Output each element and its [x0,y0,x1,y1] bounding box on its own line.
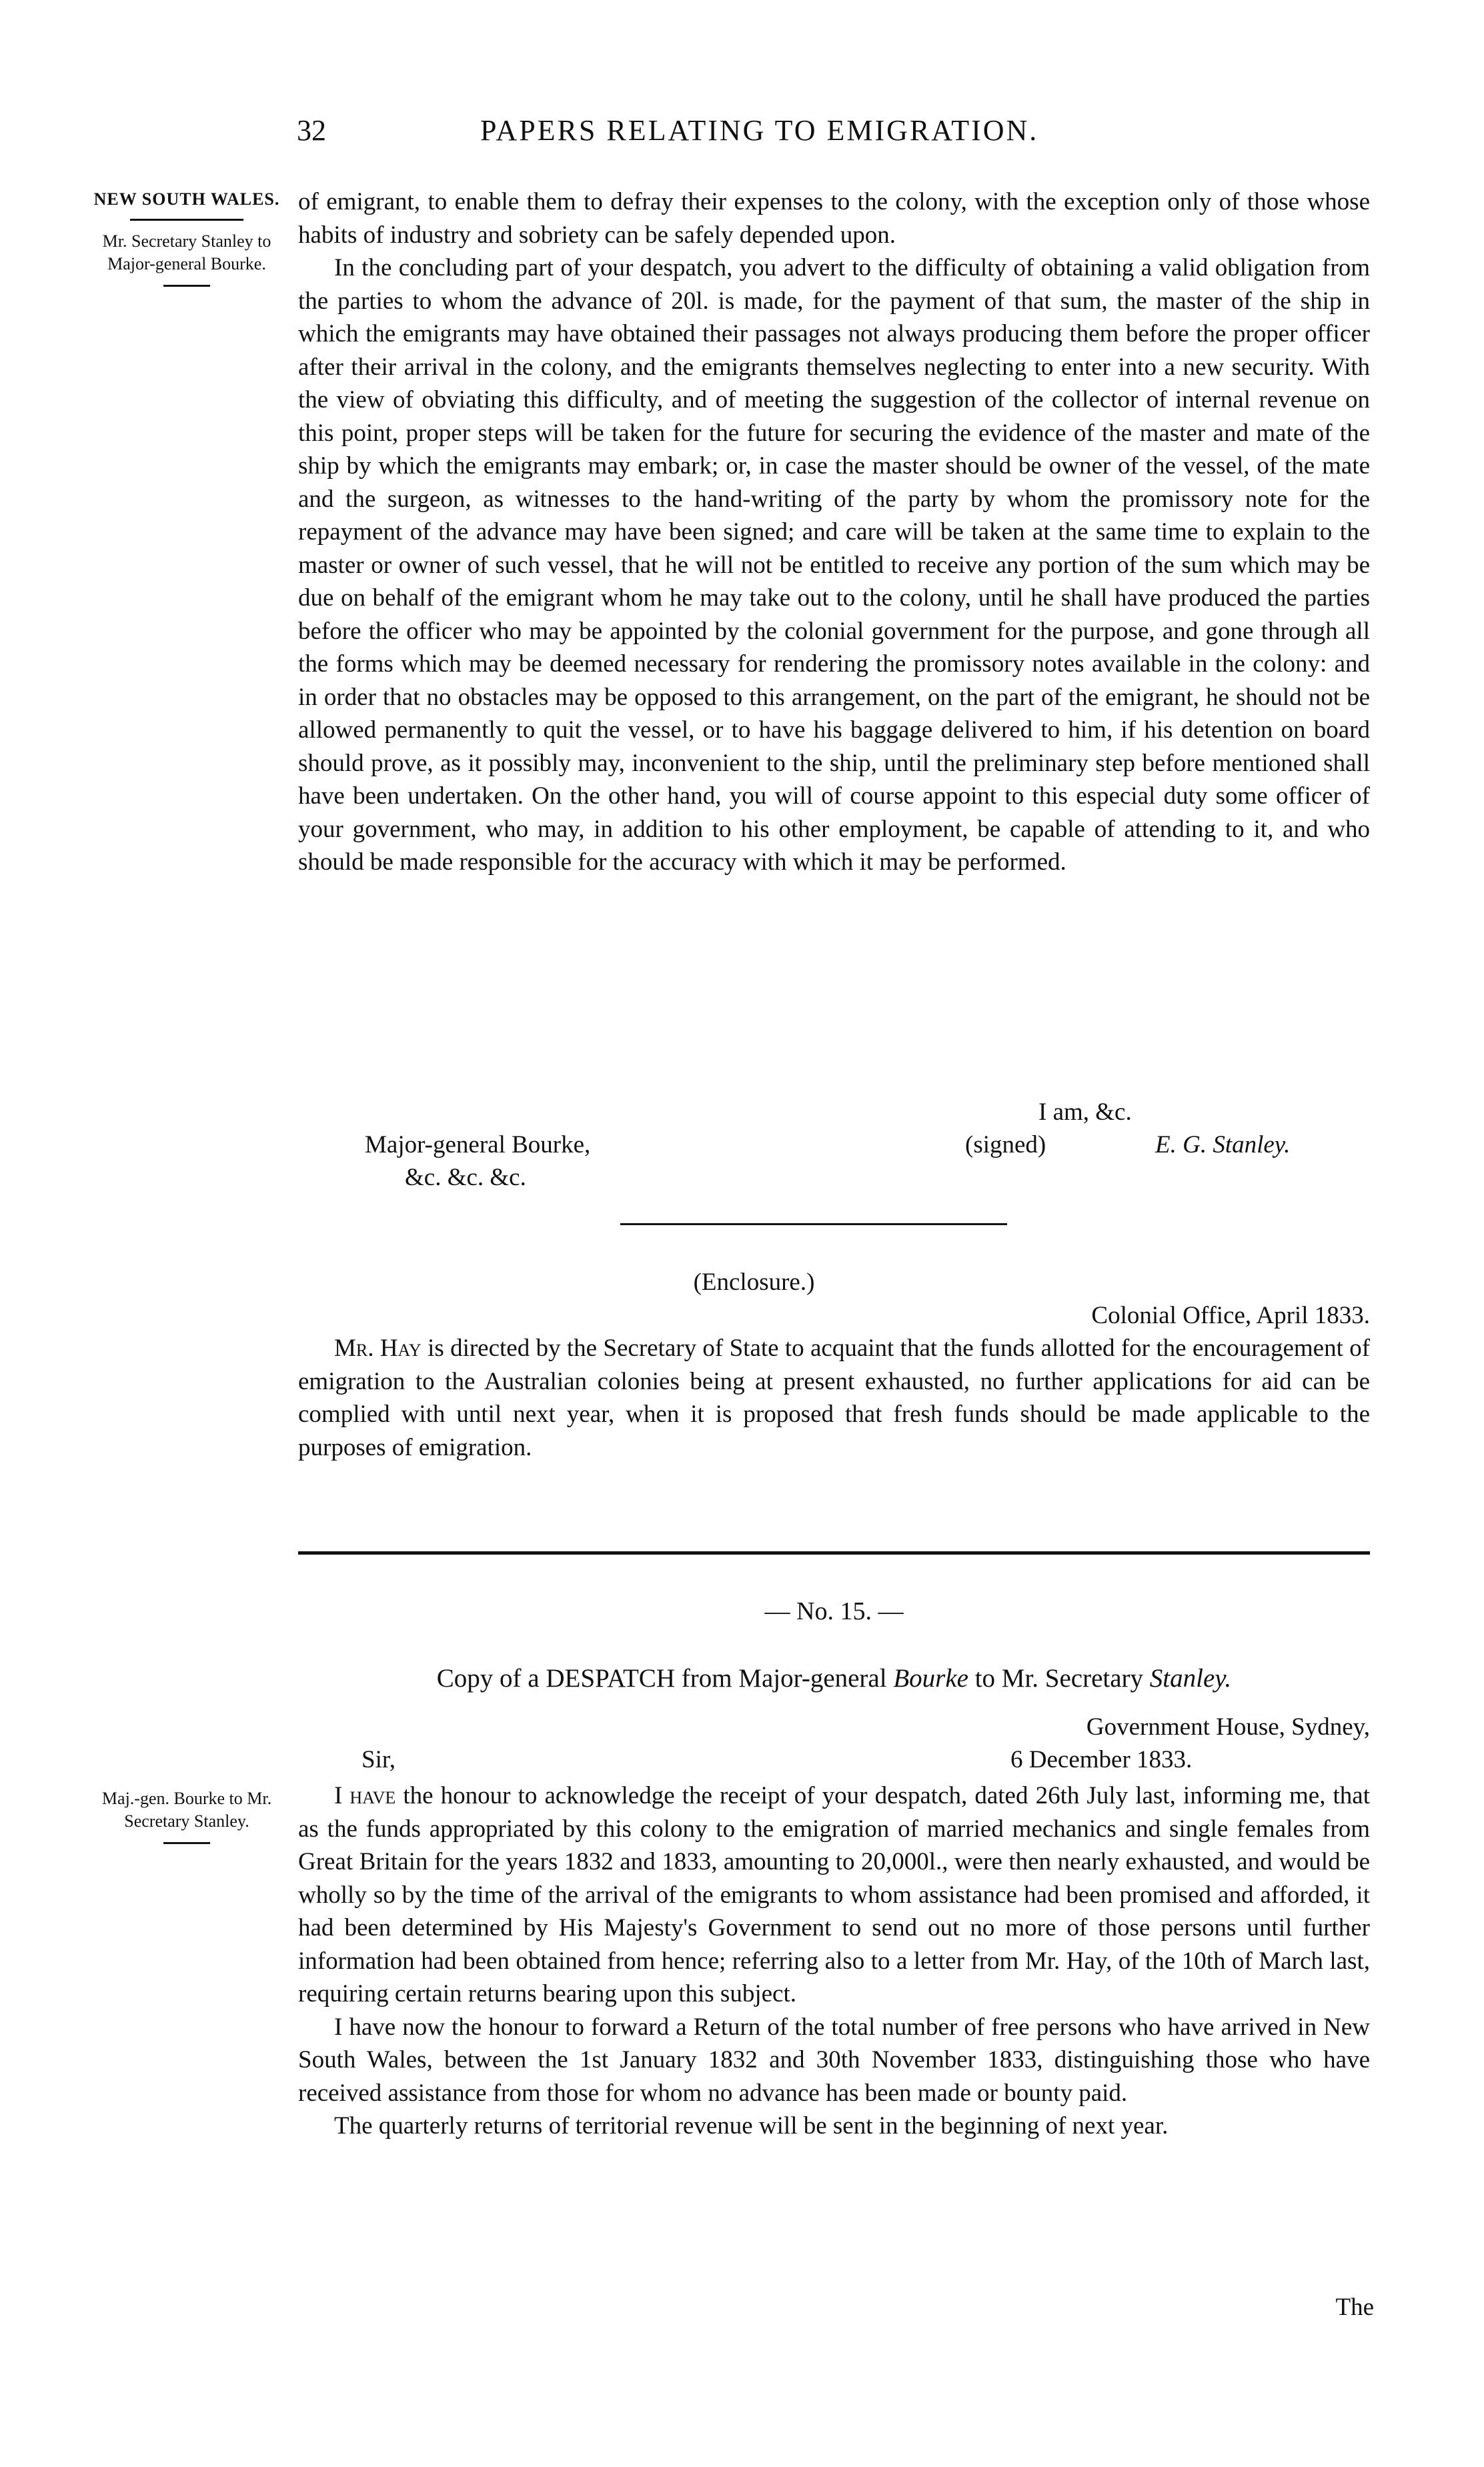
despatch-1-closing [298,1098,1370,1196]
despatch-2-paragraph-1-text: the honour to acknowledge the receipt of your despatch, dated 26th July last, informing me, that as the funds appropriated by this colony to the emigration of married mechanics and single females from Great Britain for the years 1832 and 1833, amounting to 20,000l., were then nearly exhausted, and would be wholly so by the time of the arrival of the emigrants to whom assistance had been promised and afforded, it had been determined by His Majesty's Government to send out no more of those persons until further information had been obtained from hence; referring also to a letter from Mr. Hay, of the 10th of March last, requiring certain returns bearing upon this subject. [298,1782,1371,2007]
enclosure-text-paragraph [298,1332,1370,1464]
margin-sender: Mr. Secretary Stanley to Major-general Bourke. [102,231,271,273]
title-prefix: Copy of a DESPATCH from Major-general [436,1664,887,1693]
enclosure-text-lead: Mr. Hay [334,1335,422,1362]
margin-rule [130,219,243,221]
signed-label: (signed) [965,1131,1046,1158]
despatch-2-header [298,1713,1370,1778]
page-number: 32 [297,114,326,147]
double-rule [298,1551,1370,1555]
title-stanley: Stanley. [1149,1664,1232,1693]
despatch-2-lead: I have [334,1782,396,1809]
signature: E. G. Stanley. [1155,1131,1291,1158]
despatch-2-number: — No. 15. — [764,1597,904,1625]
despatch-1-paragraph-continued: of emigrant, to enable them to defray their expenses to the colony, with the exception only of those whose habits of industry and sobriety can be safely depended upon. [298,188,1370,249]
enclosure-text: is directed by the Secretary of State to acquaint that the funds allotted for the encouragement of emigration to the Australian colonies being at present exhausted, no further applications for aid can be complied with until next year, when it is proposed that fresh funds should be made applicable to the purposes of emigration. [298,1335,1371,1461]
margin-region: NEW SOUTH WALES. [93,189,280,209]
page-header [0,113,1484,160]
section-divider [620,1223,1007,1225]
title-bourke: Bourke [893,1664,968,1693]
margin-rule-short [163,285,210,287]
despatch-2-location: Government House, Sydney, [1086,1713,1370,1741]
margin-sender-2: Maj.-gen. Bourke to Mr. Secretary Stanley. [101,1789,272,1831]
despatch-1-paragraph-2: In the concluding part of your despatch, you advert to the difficulty of obtaining a valid obligation from the parties to whom the advance of 20l. is made, for the payment of that sum, the master of the ship in which the emigrants may have obtained their passages not always producing them before the proper officer after their arrival in the colony, and the emigrants themselves neglecting to enter into a new security. With the view of obviating this difficulty, and of meeting the suggestion of the collector of internal revenue on this point, proper steps will be taken for the future for securing the evidence of the master and mate of the ship by which the emigrants may embark; or, in case the master should be owner of the vessel, of the mate and the surgeon, as witnesses to the hand-writing of the party by whom the promissory note for the repayment of the advance may have been signed; and care will be taken at the same time to explain to the master or owner of such vessel, that he will not be entitled to receive any portion of the sum which may be due on behalf of the emigrant whom he may take out to the colony, until he shall have produced the parties before the officer who may be appointed by the colonial government for the purpose, and gone through all the forms which may be deemed necessary for rendering the promissory notes available in the colony: and in order that no obstacles may be opposed to this arrangement, on the part of the emigrant, he should not be allowed permanently to quit the vessel, or to have his baggage delivered to him, if his detention on board should prove, as it possibly may, inconvenient to the ship, until the preliminary step before mentioned shall have been undertaken. On the other hand, you will of course appoint to this especial duty some officer of your government, who may, in addition to his other employment, be capable of attending to it, and who should be made responsible for the accuracy with which it may be performed. [298,254,1370,876]
addressee-etc: &c. &c. &c. [405,1164,526,1191]
enclosure-location-date: Colonial Office, April 1833. [1091,1301,1370,1329]
addressee: Major-general Bourke, [365,1131,591,1158]
despatch-2-paragraph-2: I have now the honour to forward a Return of the total number of free persons who have arrived in New South Wales, between the 1st January 1832 and 30th November 1833, distinguishing those who have received assistance from those for whom no advance has been made or bounty paid. [298,2013,1370,2107]
closing-phrase: I am, &c. [1038,1098,1132,1126]
enclosure [298,1266,1370,1464]
despatch-2-date: 6 December 1833. [1010,1746,1193,1773]
title-middle: to Mr. Secretary [974,1664,1144,1693]
despatch-1-body [298,185,1370,879]
margin-note-second [80,1787,293,1844]
catchword: The [1335,2294,1374,2321]
running-title: PAPERS RELATING TO EMIGRATION. [480,114,1039,147]
enclosure-label: (Enclosure.) [693,1269,815,1296]
despatch-2-salutation: Sir, [361,1746,396,1773]
despatch-2-paragraph-3: The quarterly returns of territorial revenue will be sent in the beginning of next year. [334,2112,1169,2140]
despatch-2-body [298,1779,1370,2143]
margin-rule-short-2 [163,1842,210,1844]
despatch-2-title [298,1662,1370,1695]
despatch-2-paragraph-1 [298,1779,1370,2011]
margin-note-first [80,188,293,287]
